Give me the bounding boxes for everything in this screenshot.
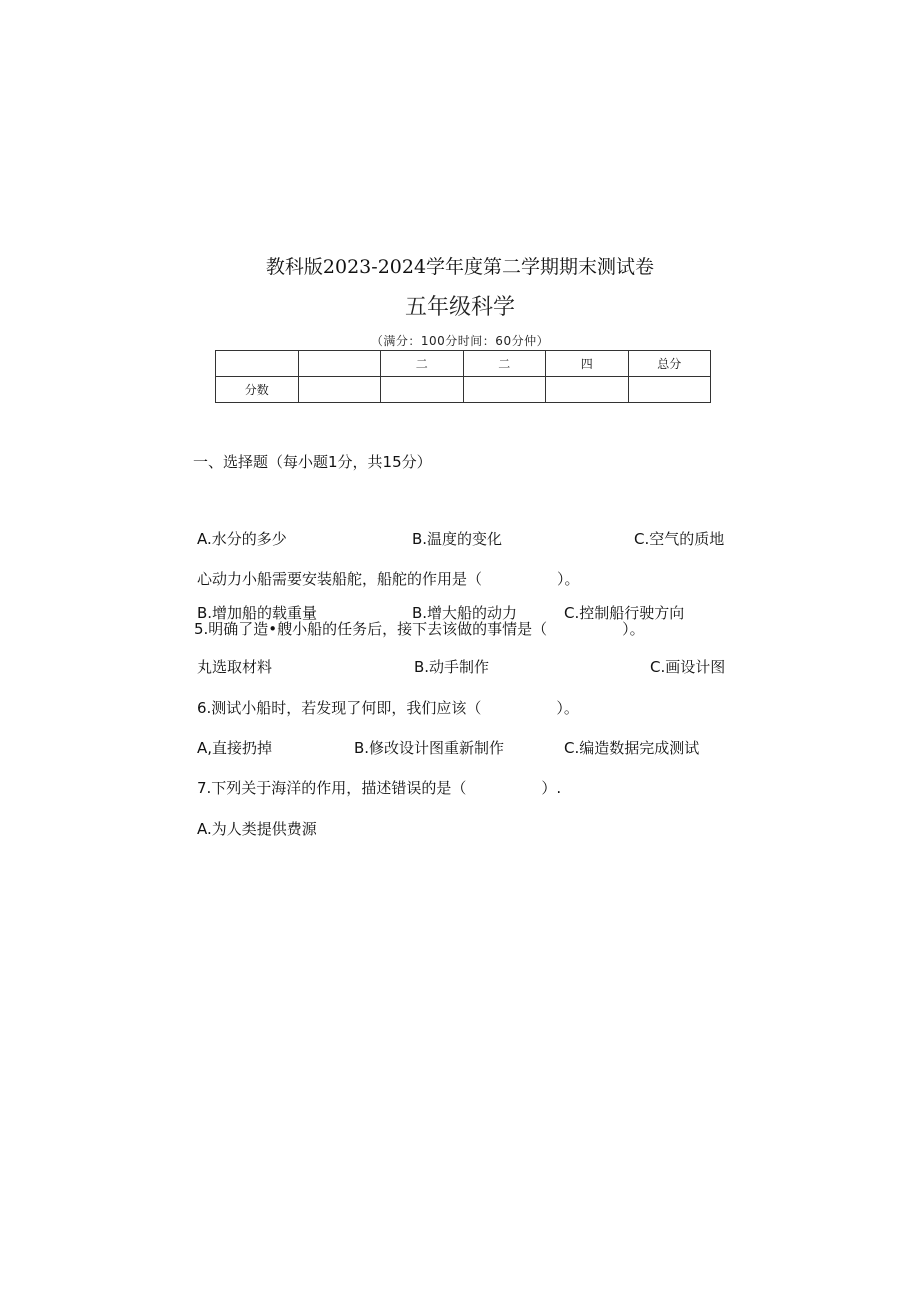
question-7-text: 7.下列关于海洋的作用，描述错误的是（ ）. <box>197 779 562 797</box>
score-table-row <box>216 377 711 403</box>
option-c: C.编造数据完成测试 <box>564 739 700 757</box>
option-a: A.水分的多少 <box>197 530 287 548</box>
score-cell <box>381 377 464 403</box>
option-c: C.空气的质地 <box>634 530 725 548</box>
score-cell <box>463 377 546 403</box>
section-heading: 一、选择题（每小题1分，共15分） <box>193 453 432 471</box>
option-b: B.修改设计图重新制作 <box>354 739 505 757</box>
option-a: B.增加船的载重量 <box>197 604 318 622</box>
option-b: B.动手制作 <box>414 658 490 676</box>
option-a: 丸选取材料 <box>197 658 273 676</box>
score-cell <box>298 377 381 403</box>
score-table-header-row <box>216 351 711 377</box>
score-info: （满分：100分时间：60分仲） <box>370 334 550 348</box>
option-b: B.温度的变化 <box>412 530 503 548</box>
option-c: C.控制船行驶方向 <box>564 604 685 622</box>
score-table <box>215 350 711 403</box>
option-b: B.增大船的动力 <box>412 604 518 622</box>
question-4-text: 心动力小船需要安装船舵，船舵的作用是（ ）。 <box>197 570 580 588</box>
q4-options-clipped <box>197 600 737 622</box>
score-row-label: 分数 <box>216 377 299 403</box>
score-table-header-cell <box>298 351 381 377</box>
exam-title: 教科版2023-2024学年度第二学期期末测试卷 <box>265 256 655 278</box>
score-table-header-cell: 四 <box>546 351 629 377</box>
score-table-header-cell <box>216 351 299 377</box>
score-cell <box>628 377 711 403</box>
score-table-header-cell: 二 <box>381 351 464 377</box>
score-table-header-cell: 总分 <box>628 351 711 377</box>
option-a: A.为人类提供费源 <box>197 820 317 838</box>
option-a: A,直接扔掉 <box>197 739 273 757</box>
question-6-text: 6.测试小船时，若发现了何即，我们应该（ ）。 <box>197 699 579 717</box>
question-5-text: 5.明确了造•艘小船的任务后，接下去该做的事情是（ ）。 <box>194 620 645 638</box>
exam-subtitle: 五年级科学 <box>404 295 515 320</box>
score-table-header-cell: 二 <box>463 351 546 377</box>
option-c: C.画设计图 <box>650 658 726 676</box>
score-cell <box>546 377 629 403</box>
